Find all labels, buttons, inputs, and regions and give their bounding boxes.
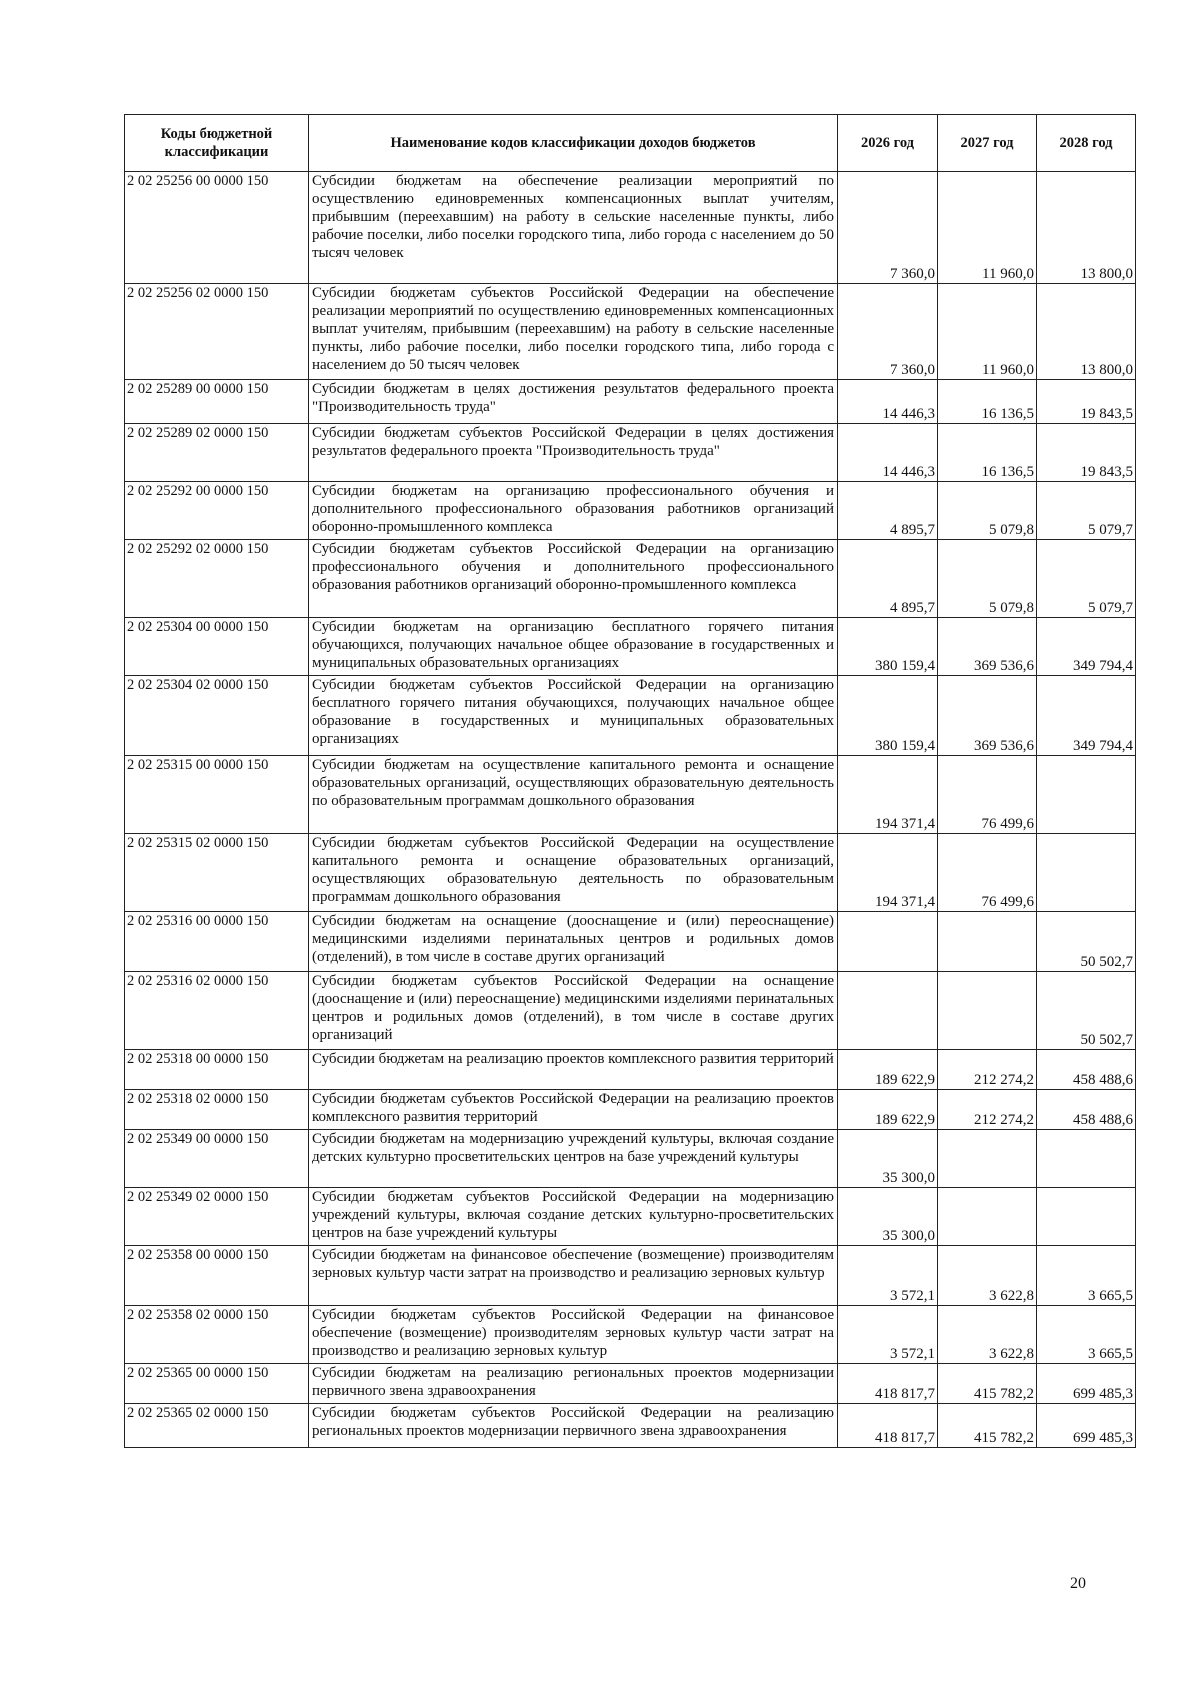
row-code-cell: 2 02 25318 00 0000 150: [125, 1050, 309, 1090]
row-code-cell: 2 02 25316 00 0000 150: [125, 912, 309, 972]
row-value-2026: 380 159,4: [838, 618, 938, 676]
row-code-cell: 2 02 25304 00 0000 150: [125, 618, 309, 676]
row-value-2027: 5 079,8: [938, 482, 1037, 540]
row-value-2026: 4 895,7: [838, 482, 938, 540]
row-value-2028: 699 485,3: [1037, 1404, 1136, 1448]
row-value-2026: [838, 912, 938, 972]
row-name-cell: Субсидии бюджетам на оснащение (дооснащение и (или) переоснащение) медицинскими изделиями перинатальных центров и родильных домов (отделений), в том числе в составе других организаций: [309, 912, 838, 972]
row-value-2027: 3 622,8: [938, 1306, 1037, 1364]
row-value-2026: 3 572,1: [838, 1246, 938, 1306]
row-value-2026: 189 622,9: [838, 1050, 938, 1090]
table-row: [125, 756, 1136, 834]
row-value-2026: 189 622,9: [838, 1090, 938, 1130]
row-value-2026: 418 817,7: [838, 1404, 938, 1448]
table-row: [125, 912, 1136, 972]
row-code-cell: 2 02 25316 02 0000 150: [125, 972, 309, 1050]
row-name-cell: Субсидии бюджетам субъектов Российской Федерации на осуществление капитального ремонта и оснащение образовательных организаций, осуществляющих образовательную деятельность по образовательным программам дошкольного образования: [309, 834, 838, 912]
row-value-2027: 369 536,6: [938, 618, 1037, 676]
table-header-row: [125, 115, 1136, 172]
row-code-cell: 2 02 25304 02 0000 150: [125, 676, 309, 756]
row-code-cell: 2 02 25358 02 0000 150: [125, 1306, 309, 1364]
row-value-2027: 3 622,8: [938, 1246, 1037, 1306]
row-value-2027: 415 782,2: [938, 1364, 1037, 1404]
row-name-cell: Субсидии бюджетам на осуществление капитального ремонта и оснащение образовательных организаций, осуществляющих образовательную деятельность по образовательным программам дошкольного образования: [309, 756, 838, 834]
table-row: [125, 1050, 1136, 1090]
row-value-2028: [1037, 1188, 1136, 1246]
table-row: [125, 1090, 1136, 1130]
row-name-cell: Субсидии бюджетам субъектов Российской Федерации в целях достижения результатов федерального проекта "Производительность труда": [309, 424, 838, 482]
row-value-2028: 5 079,7: [1037, 540, 1136, 618]
table-row: [125, 676, 1136, 756]
row-name-cell: Субсидии бюджетам субъектов Российской Федерации на обеспечение реализации мероприятий по осуществлению единовременных компенсационных выплат учителям, прибывшим (переехавшим) на работу в сельские населенные пункты, либо рабочие поселки, либо поселки городского типа, либо города с населением до 50 тысяч человек: [309, 284, 838, 380]
table-row: [125, 482, 1136, 540]
row-value-2028: 349 794,4: [1037, 618, 1136, 676]
row-name-cell: Субсидии бюджетам субъектов Российской Федерации на оснащение (дооснащение и (или) переоснащение) медицинскими изделиями перинатальных центров и родильных домов (отделений), в том числе в составе других организаций: [309, 972, 838, 1050]
row-value-2028: 3 665,5: [1037, 1246, 1136, 1306]
row-value-2027: 212 274,2: [938, 1090, 1037, 1130]
table-row: [125, 172, 1136, 284]
row-name-cell: Субсидии бюджетам субъектов Российской Федерации на модернизацию учреждений культуры, включая создание детских культурно-просветительских центров на базе учреждений культуры: [309, 1188, 838, 1246]
row-code-cell: 2 02 25256 02 0000 150: [125, 284, 309, 380]
row-name-cell: Субсидии бюджетам на организацию профессионального обучения и дополнительного профессионального образования работников организаций оборонно-промышленного комплекса: [309, 482, 838, 540]
header-2026: 2026 год: [838, 115, 938, 172]
row-value-2026: 194 371,4: [838, 834, 938, 912]
row-value-2027: 16 136,5: [938, 424, 1037, 482]
row-value-2027: 11 960,0: [938, 284, 1037, 380]
row-value-2028: 13 800,0: [1037, 172, 1136, 284]
row-value-2027: 5 079,8: [938, 540, 1037, 618]
table-row: [125, 380, 1136, 424]
row-value-2026: 14 446,3: [838, 380, 938, 424]
row-code-cell: 2 02 25358 00 0000 150: [125, 1246, 309, 1306]
table-row: [125, 424, 1136, 482]
row-code-cell: 2 02 25349 02 0000 150: [125, 1188, 309, 1246]
table-row: [125, 834, 1136, 912]
row-value-2028: 19 843,5: [1037, 380, 1136, 424]
row-code-cell: 2 02 25315 02 0000 150: [125, 834, 309, 912]
row-value-2026: 35 300,0: [838, 1188, 938, 1246]
row-value-2026: 418 817,7: [838, 1364, 938, 1404]
row-code-cell: 2 02 25292 02 0000 150: [125, 540, 309, 618]
header-code: Коды бюджетной классификации: [125, 115, 309, 172]
table-row: [125, 1246, 1136, 1306]
table-row: [125, 284, 1136, 380]
table-row: [125, 618, 1136, 676]
table-row: [125, 1404, 1136, 1448]
row-value-2026: [838, 972, 938, 1050]
row-value-2027: [938, 912, 1037, 972]
row-value-2028: [1037, 1130, 1136, 1188]
table-body: [125, 172, 1136, 1448]
row-value-2026: 4 895,7: [838, 540, 938, 618]
row-name-cell: Субсидии бюджетам субъектов Российской Федерации на организацию бесплатного горячего питания обучающихся, получающих начальное общее образование в государственных и муниципальных образовательных организациях: [309, 676, 838, 756]
row-value-2027: 415 782,2: [938, 1404, 1037, 1448]
row-code-cell: 2 02 25365 00 0000 150: [125, 1364, 309, 1404]
table-row: [125, 1306, 1136, 1364]
row-name-cell: Субсидии бюджетам на реализацию региональных проектов модернизации первичного звена здравоохранения: [309, 1364, 838, 1404]
header-2028: 2028 год: [1037, 115, 1136, 172]
row-value-2028: [1037, 756, 1136, 834]
row-value-2027: [938, 1188, 1037, 1246]
row-value-2028: [1037, 834, 1136, 912]
row-value-2028: 3 665,5: [1037, 1306, 1136, 1364]
table-row: [125, 1364, 1136, 1404]
row-value-2026: 14 446,3: [838, 424, 938, 482]
row-name-cell: Субсидии бюджетам на обеспечение реализации мероприятий по осуществлению единовременных компенсационных выплат учителям, прибывшим (переехавшим) на работу в сельские населенные пункты, либо рабочие поселки, либо поселки городского типа, либо города с населением до 50 тысяч человек: [309, 172, 838, 284]
row-code-cell: 2 02 25289 00 0000 150: [125, 380, 309, 424]
table-row: [125, 972, 1136, 1050]
row-value-2027: 76 499,6: [938, 834, 1037, 912]
row-code-cell: 2 02 25256 00 0000 150: [125, 172, 309, 284]
row-value-2028: 19 843,5: [1037, 424, 1136, 482]
row-value-2027: 16 136,5: [938, 380, 1037, 424]
row-name-cell: Субсидии бюджетам на финансовое обеспечение (возмещение) производителям зерновых культур части затрат на производство и реализацию зерновых культур: [309, 1246, 838, 1306]
row-code-cell: 2 02 25318 02 0000 150: [125, 1090, 309, 1130]
row-name-cell: Субсидии бюджетам на модернизацию учреждений культуры, включая создание детских культурно просветительских центров на базе учреждений культуры: [309, 1130, 838, 1188]
row-code-cell: 2 02 25292 00 0000 150: [125, 482, 309, 540]
row-name-cell: Субсидии бюджетам на организацию бесплатного горячего питания обучающихся, получающих начальное общее образование в государственных и муниципальных образовательных организациях: [309, 618, 838, 676]
row-code-cell: 2 02 25349 00 0000 150: [125, 1130, 309, 1188]
row-value-2028: 5 079,7: [1037, 482, 1136, 540]
row-value-2026: 3 572,1: [838, 1306, 938, 1364]
header-2027: 2027 год: [938, 115, 1037, 172]
row-value-2027: 212 274,2: [938, 1050, 1037, 1090]
budget-revenue-table: [124, 114, 1136, 1448]
row-value-2028: 699 485,3: [1037, 1364, 1136, 1404]
page-number: 20: [1070, 1575, 1086, 1592]
row-name-cell: Субсидии бюджетам субъектов Российской Федерации на реализацию региональных проектов модернизации первичного звена здравоохранения: [309, 1404, 838, 1448]
row-value-2028: 50 502,7: [1037, 912, 1136, 972]
row-name-cell: Субсидии бюджетам субъектов Российской Федерации на организацию профессионального обучения и дополнительного профессионального образования работников организаций оборонно-промышленного комплекса: [309, 540, 838, 618]
row-value-2028: 13 800,0: [1037, 284, 1136, 380]
row-code-cell: 2 02 25315 00 0000 150: [125, 756, 309, 834]
row-value-2027: [938, 972, 1037, 1050]
table-row: [125, 540, 1136, 618]
row-name-cell: Субсидии бюджетам субъектов Российской Федерации на финансовое обеспечение (возмещение) производителям зерновых культур части затрат на производство и реализацию зерновых культур: [309, 1306, 838, 1364]
row-value-2026: 7 360,0: [838, 172, 938, 284]
row-value-2028: 349 794,4: [1037, 676, 1136, 756]
row-code-cell: 2 02 25365 02 0000 150: [125, 1404, 309, 1448]
table-row: [125, 1130, 1136, 1188]
header-name: Наименование кодов классификации доходов бюджетов: [309, 115, 838, 172]
row-value-2027: 369 536,6: [938, 676, 1037, 756]
table-row: [125, 1188, 1136, 1246]
row-name-cell: Субсидии бюджетам в целях достижения результатов федерального проекта "Производительность труда": [309, 380, 838, 424]
row-value-2026: 35 300,0: [838, 1130, 938, 1188]
row-value-2026: 380 159,4: [838, 676, 938, 756]
row-value-2026: 7 360,0: [838, 284, 938, 380]
row-value-2028: 458 488,6: [1037, 1090, 1136, 1130]
row-code-cell: 2 02 25289 02 0000 150: [125, 424, 309, 482]
row-name-cell: Субсидии бюджетам на реализацию проектов комплексного развития территорий: [309, 1050, 838, 1090]
row-value-2027: 76 499,6: [938, 756, 1037, 834]
row-value-2028: 458 488,6: [1037, 1050, 1136, 1090]
row-value-2028: 50 502,7: [1037, 972, 1136, 1050]
row-value-2027: [938, 1130, 1037, 1188]
row-value-2026: 194 371,4: [838, 756, 938, 834]
row-value-2027: 11 960,0: [938, 172, 1037, 284]
row-name-cell: Субсидии бюджетам субъектов Российской Федерации на реализацию проектов комплексного развития территорий: [309, 1090, 838, 1130]
